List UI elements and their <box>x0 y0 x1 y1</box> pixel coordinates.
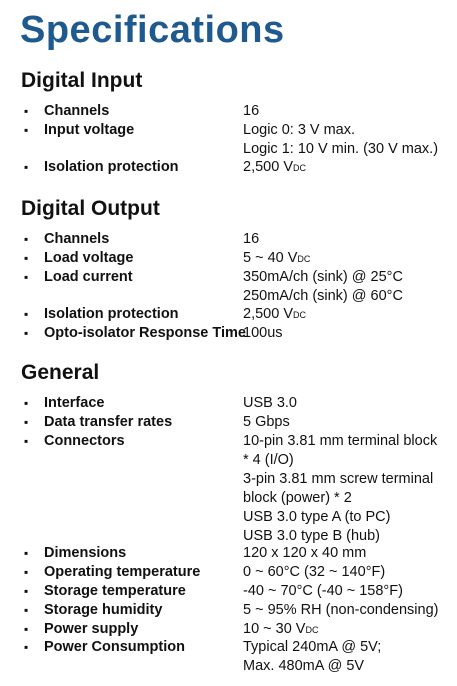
bullet-icon: ▪ <box>24 414 29 429</box>
spec-label: Opto-isolator Response Time <box>44 325 246 341</box>
spec-value-line: 10 ~ 30 VDC <box>243 620 319 637</box>
spec-label: Dimensions <box>44 545 127 562</box>
spec-value <box>243 230 449 249</box>
spec-label: Data transfer rates <box>44 413 173 430</box>
section-heading-digital-output: Digital Output <box>21 197 160 220</box>
spec-label: Power supply <box>44 620 139 637</box>
spec-label: Operating temperature <box>44 564 201 581</box>
spec-value-line: 350mA/ch (sink) @ 25°C <box>243 268 403 285</box>
spec-value <box>243 102 449 121</box>
spec-value-line: 0 ~ 60°C (32 ~ 140°F) <box>243 564 386 581</box>
bullet-icon: ▪ <box>24 104 29 118</box>
spec-label: Storage temperature <box>44 583 186 599</box>
spec-value <box>243 394 449 413</box>
spec-value-line: 120 x 120 x 40 mm <box>243 545 367 562</box>
spec-value <box>243 324 449 343</box>
spec-value <box>243 268 449 306</box>
bullet-icon: ▪ <box>24 565 29 580</box>
spec-label: Load current <box>44 268 133 285</box>
bullet-icon: ▪ <box>24 250 29 265</box>
spec-value <box>243 305 449 325</box>
spec-value-line: block (power) * 2 <box>243 489 352 506</box>
spec-label: Input voltage <box>44 121 135 138</box>
spec-value <box>243 413 449 432</box>
spec-value <box>243 432 449 546</box>
bullet-icon: ▪ <box>24 546 29 561</box>
spec-value-line: USB 3.0 <box>243 395 297 411</box>
spec-value-line: 5 ~ 40 VDC <box>243 249 311 266</box>
spec-value-line: -40 ~ 70°C (-40 ~ 158°F) <box>243 583 403 599</box>
spec-value <box>243 544 449 563</box>
bullet-icon: ▪ <box>24 326 29 340</box>
spec-value <box>243 582 449 601</box>
spec-label: Storage humidity <box>44 601 163 618</box>
spec-value-line: 10-pin 3.81 mm terminal block <box>243 432 438 449</box>
spec-value-line: Typical 240mA @ 5V; <box>243 639 382 656</box>
spec-value-line: 2,500 VDC <box>243 306 306 323</box>
spec-value <box>243 638 449 676</box>
bullet-icon: ▪ <box>24 621 29 636</box>
spec-value-line: USB 3.0 type A (to PC) <box>243 508 391 525</box>
spec-value-line: Logic 1: 10 V min. (30 V max.) <box>243 140 439 157</box>
bullet-icon: ▪ <box>24 269 29 284</box>
bullet-icon: ▪ <box>24 433 29 448</box>
bullet-icon: ▪ <box>24 584 29 598</box>
spec-label: Isolation protection <box>44 159 179 176</box>
spec-value-line: USB 3.0 type B (hub) <box>243 527 381 544</box>
spec-value-line: Max. 480mA @ 5V <box>243 658 365 675</box>
spec-value <box>243 563 449 582</box>
spec-value-line: 250mA/ch (sink) @ 60°C <box>243 287 403 304</box>
spec-value <box>243 620 449 640</box>
bullet-icon: ▪ <box>24 307 29 322</box>
spec-value-line: 16 <box>243 103 260 119</box>
spec-label: Isolation protection <box>44 306 179 323</box>
page-title: Specifications <box>20 9 285 51</box>
spec-value-line: 100us <box>243 325 283 341</box>
spec-value-line: 2,500 VDC <box>243 159 306 176</box>
spec-label: Load voltage <box>44 249 134 266</box>
spec-value-line: 16 <box>243 231 260 247</box>
spec-label: Interface <box>44 395 105 411</box>
spec-value-line: 5 Gbps <box>243 413 290 430</box>
spec-value <box>243 601 449 620</box>
spec-label: Channels <box>44 103 110 119</box>
spec-value <box>243 158 449 178</box>
section-heading-digital-input: Digital Input <box>21 69 143 92</box>
spec-value-line: * 4 (I/O) <box>243 451 294 468</box>
bullet-icon: ▪ <box>24 640 29 655</box>
spec-label: Power Consumption <box>44 639 185 656</box>
bullet-icon: ▪ <box>24 602 29 617</box>
section-heading-general: General <box>21 361 100 384</box>
bullet-icon: ▪ <box>24 396 29 410</box>
bullet-icon: ▪ <box>24 232 29 246</box>
bullet-icon: ▪ <box>24 122 29 137</box>
spec-value <box>243 121 449 159</box>
spec-label: Connectors <box>44 432 125 449</box>
bullet-icon: ▪ <box>24 160 29 175</box>
spec-value-line: 5 ~ 95% RH (non-condensing) <box>243 601 439 618</box>
spec-label: Channels <box>44 231 110 247</box>
spec-value-line: Logic 0: 3 V max. <box>243 121 356 138</box>
spec-value <box>243 249 449 269</box>
spec-value-line: 3-pin 3.81 mm screw terminal <box>243 470 434 487</box>
